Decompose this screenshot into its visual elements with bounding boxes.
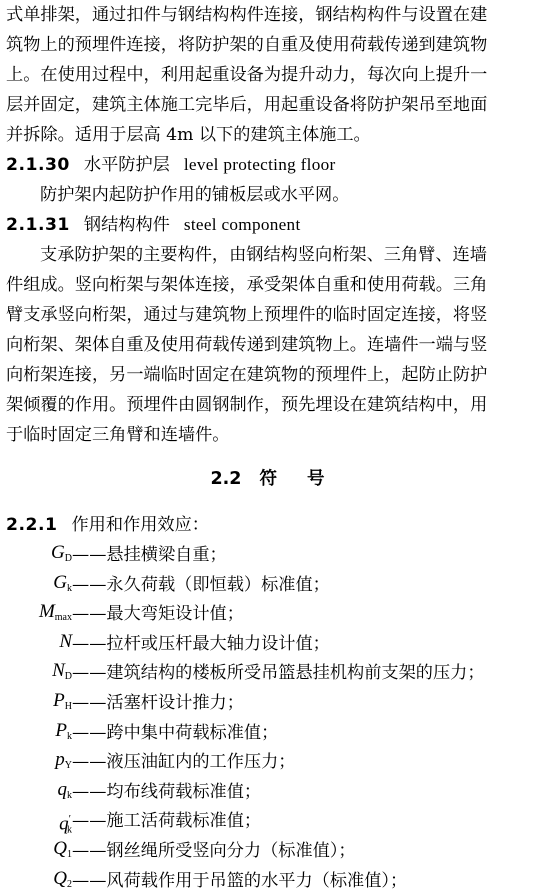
symbol-definition: ——拉杆或压杆最大轴力设计值； [72,633,330,654]
paragraph-line: 筑物上的预埋件连接，将防护架的自重及使用荷载传递到建筑物 [6,35,488,55]
symbol-base: q [59,813,69,835]
symbol-subscript: H [64,701,72,712]
symbol [59,631,72,653]
section-heading [0,468,535,490]
symbol-base: N [52,660,65,682]
symbol-subscript: D [64,553,72,564]
term-en: steel component [183,215,301,234]
symbol-definition: ——永久荷载（即恒载）标准值； [72,574,330,595]
term-description-line: 向桁架、架体自重及使用荷载传递到建筑物上。连墙件一端与竖 [6,335,488,355]
term-description-line: 于临时固定三角臂和连墙件。 [6,425,230,445]
symbol [58,779,73,807]
symbol-subscript: k [67,582,72,594]
term-description-line: 架倾覆的作用。预埋件由圆钢制作，预先埋设在建筑结构中，用 [6,395,488,415]
term-description-line: 件组成。竖向桁架与架体连接，承受架体自重和使用荷载。三角 [6,275,488,295]
symbol [51,542,72,570]
symbol-subscript: 2 [67,878,72,890]
symbol-base: M [38,601,55,623]
symbol-definition: ——悬挂横梁自重； [72,545,227,565]
section-title-char: 号 [307,469,325,489]
paragraph-line: 式单排架，通过扣件与钢结构构件连接，钢结构构件与设置在建 [6,5,488,25]
symbol-subscript: 1 [67,849,72,860]
symbol-definition: ——施工活荷载标准值； [72,811,262,832]
term-description-line: 臂支承竖向桁架，通过与建筑物上预埋件的临时固定连接，将竖 [6,305,488,325]
paragraph-line: 并拆除。适用于层高 4m 以下的建筑主体施工。 [6,125,371,145]
section-title-char: 符 [259,469,277,489]
symbol-subscript: Y [64,760,72,772]
symbol-definition: ——跨中集中荷载标准值； [72,722,279,743]
clause-number: 2.2.1 [6,515,58,535]
paragraph-line: 层并固定，建筑主体施工完毕后，用起重设备将防护架吊至地面 [6,95,488,115]
term-description-line: 向桁架连接，另一端临时固定在建筑物的预埋件上，起防止防护 [6,365,488,385]
symbol [39,601,72,629]
symbol [59,808,72,841]
symbol-base: G [51,542,65,563]
clause-title: 作用和作用效应： [71,515,209,535]
term-heading [6,154,336,176]
symbol [52,660,72,688]
symbol-definition: ——均布线荷载标准值； [72,781,262,802]
term-description-line: 支承防护架的主要构件，由钢结构竖向桁架、三角臂、连墙 [40,245,487,265]
symbol-definition: ——建筑结构的楼板所受吊篮悬挂机构前支架的压力； [72,663,485,684]
clause-heading [6,514,209,536]
symbol-subscript: k [67,730,72,742]
symbol [53,690,72,718]
symbol-subscript: k [67,789,72,801]
symbol-subscript: D [64,671,72,683]
term-cn: 钢结构构件 [83,215,170,235]
symbol [53,838,72,866]
term-number: 2.1.31 [6,215,70,235]
section-number: 2.2 [210,469,242,489]
symbol [53,868,72,896]
term-cn: 水平防护层 [83,155,170,175]
symbol-base: P [55,719,67,741]
term-heading [6,214,301,236]
symbol [55,720,72,748]
symbol-base: P [53,690,65,711]
symbol-subscript: max [54,612,72,624]
symbol-definition: ——液压油缸内的工作压力； [72,752,296,773]
symbol-definition: ——风荷载作用于吊篮的水平力（标准值）； [72,870,408,891]
term-description: 防护架内起防护作用的铺板层或水平网。 [40,185,350,205]
symbol-definition: ——活塞杆设计推力； [72,693,244,713]
term-number: 2.1.30 [6,155,70,175]
symbol-base: p [55,749,65,771]
term-en: level protecting floor [183,155,336,174]
symbol-base: G [53,571,67,593]
paragraph-line: 上。在使用过程中，利用起重设备为提升动力，每次向上提升一 [6,65,488,85]
symbol-definition: ——钢丝绳所受竖向分力（标准值）； [72,841,356,861]
symbol [55,749,72,777]
symbol-prime: ′ [68,813,71,826]
symbol-base: N [59,630,72,652]
symbol-subscript: k [67,824,72,836]
symbol-base: Q [53,838,67,859]
symbol [53,572,72,600]
symbol-base: q [57,778,67,800]
symbol-base: Q [53,867,67,889]
symbol-definition: ——最大弯矩设计值； [72,604,244,625]
